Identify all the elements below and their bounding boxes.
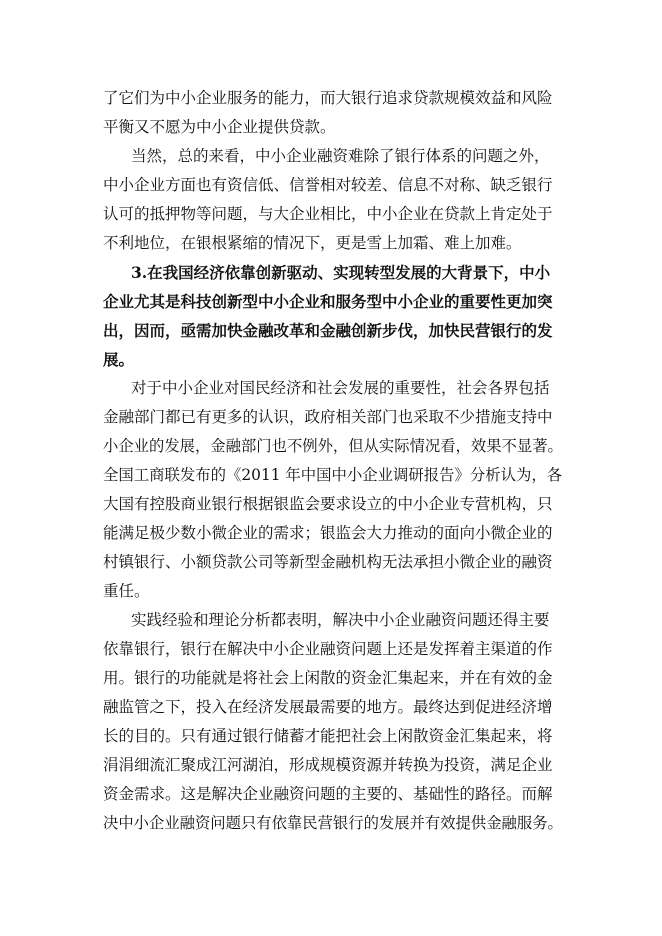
text-line: 对于中小企业对国民经济和社会发展的重要性，社会各界包括	[131, 379, 550, 397]
text-line: 小企业的发展，金融部门也不例外，但从实际情况看，效果不显著。	[103, 437, 563, 455]
text-line: 重任。	[103, 582, 150, 600]
section-heading-line: 出，因而，亟需加快金融改革和金融创新步伐，加快民营银行的发	[103, 321, 553, 340]
text-line: 融监管之下，投入在经济发展最需要的地方。最终达到促进经济增	[103, 698, 553, 716]
text-line: 能满足极少数小微企业的需求；银监会大力推动的面向小微企业的	[103, 524, 553, 542]
text-line: 平衡又不愿为中小企业提供贷款。	[103, 118, 336, 136]
section-heading-line: 企业尤其是科技创新型中小企业和服务型中小企业的重要性更加突	[103, 292, 553, 311]
text-line: 大国有控股商业银行根据银监会要求设立的中小企业专营机构，只	[103, 495, 553, 513]
text-line: 认可的抵押物等问题，与大企业相比，中小企业在贷款上肯定处于	[103, 205, 553, 223]
text-line: 不利地位，在银根紧缩的情况下，更是雪上加霜、难上加难。	[103, 234, 522, 252]
text-line: 涓涓细流汇聚成江河湖泊，形成规模资源并转换为投资，满足企业	[103, 756, 553, 774]
text-line: 当然，总的来看，中小企业融资难除了银行体系的问题之外，	[131, 147, 550, 165]
text-line: 长的目的。只有通过银行储蓄才能把社会上闲散资金汇集起来，将	[103, 727, 553, 745]
text-line: 用。银行的功能就是将社会上闲散的资金汇集起来，并在有效的金	[103, 669, 553, 687]
text-line: 中小企业方面也有资信低、信誉相对较差、信息不对称、缺乏银行	[103, 176, 553, 194]
text-line: 了它们为中小企业服务的能力，而大银行追求贷款规模效益和风险	[103, 89, 553, 107]
text-line: 实践经验和理论分析都表明，解决中小企业融资问题还得主要	[131, 611, 550, 629]
text-line: 全国工商联发布的《2011 年中国中小企业调研报告》分析认为，各	[103, 466, 563, 484]
text-line: 决中小企业融资问题只有依靠民营银行的发展并有效提供金融服务。	[103, 814, 563, 832]
text-line: 依靠银行，银行在解决中小企业融资问题上还是发挥着主渠道的作	[103, 640, 553, 658]
text-line: 资金需求。这是解决企业融资问题的主要的、基础性的路径。而解	[103, 785, 553, 803]
section-heading-line: 展。	[103, 350, 135, 369]
text-line: 村镇银行、小额贷款公司等新型金融机构无法承担小微企业的融资	[103, 553, 553, 571]
section-heading-line: 3.在我国经济依靠创新驱动、实现转型发展的大背景下，中小	[131, 263, 551, 282]
text-line: 金融部门都已有更多的认识，政府相关部门也采取不少措施支持中	[103, 408, 553, 426]
